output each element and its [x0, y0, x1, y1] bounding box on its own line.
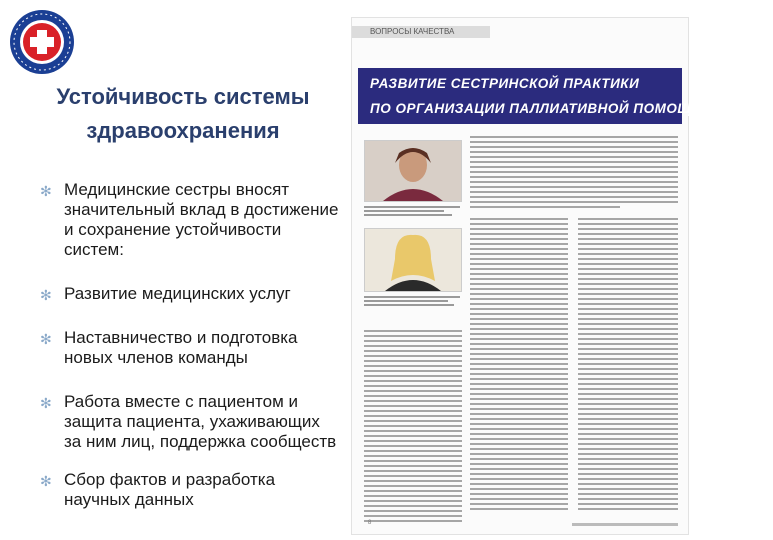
article-headline: [358, 68, 773, 124]
author-photo: [364, 140, 462, 202]
list-item: [40, 180, 340, 260]
article-column-2: [470, 218, 568, 513]
article-column-3: [578, 218, 678, 513]
headline-line-1: РАЗВИТИЕ СЕСТРИНСКОЙ ПРАКТИКИ: [370, 76, 640, 91]
article-column-1: [364, 330, 462, 525]
list-item: [40, 284, 340, 304]
association-logo: [8, 8, 76, 76]
headline-line-2: ПО ОРГАНИЗАЦИИ ПАЛЛИАТИВНОЙ ПОМОЩИ НА ДОМУ: [370, 101, 773, 116]
article-rubric: ВОПРОСЫ КАЧЕСТВА: [352, 26, 490, 38]
bullet-list: [40, 180, 340, 510]
page-title: Устойчивость системы здравоохранения: [56, 84, 310, 143]
list-item: [40, 328, 340, 368]
snowflake-icon: ✻: [40, 473, 52, 489]
footer-band: [572, 523, 678, 526]
article-scan: [352, 18, 773, 534]
author-photo: [364, 228, 462, 292]
page-number: 8: [368, 520, 372, 526]
author-caption: [364, 204, 464, 218]
snowflake-icon: ✻: [40, 287, 52, 303]
snowflake-icon: ✻: [40, 395, 52, 411]
snowflake-icon: ✻: [40, 183, 52, 199]
bullet-text: Сбор фактов и разработка научных данных: [64, 470, 276, 509]
snowflake-icon: ✻: [40, 331, 52, 347]
article-intro-text: [470, 136, 678, 211]
author-caption: [364, 294, 464, 308]
list-item: [40, 470, 340, 510]
bullet-text: Работа вместе с пациентом и защита пациента, ухаживающих за ним лиц, поддержка сообществ: [64, 392, 337, 451]
bullet-text: Наставничество и подготовка новых членов команды: [64, 328, 298, 367]
list-item: [40, 392, 340, 452]
bullet-text: Медицинские сестры вносят значительный вклад в достижение и сохранение устойчивости систем:: [64, 180, 339, 259]
article-footer: [352, 520, 688, 530]
bullet-text: Развитие медицинских услуг: [64, 284, 291, 303]
